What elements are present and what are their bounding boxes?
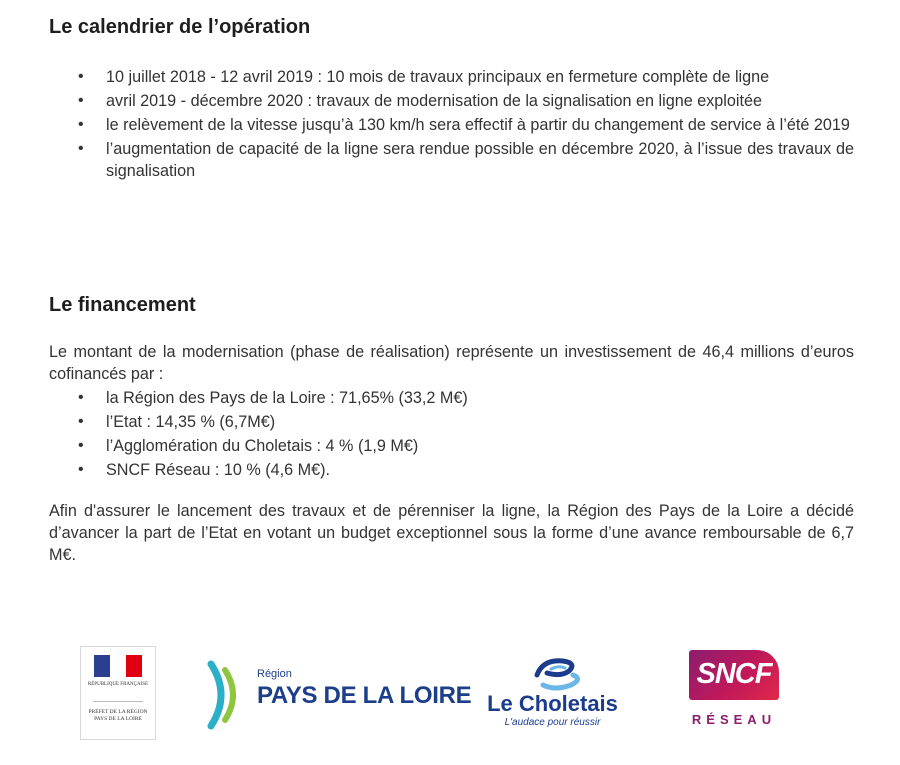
divider <box>93 701 143 702</box>
list-item: • avril 2019 - décembre 2020 : travaux de modernisation de la signalisation en ligne exploitée <box>76 90 854 112</box>
french-flag-icon <box>94 655 142 677</box>
prefecture-bottom-text: PRÉFET DE LA RÉGION PAYS DE LA LOIRE <box>88 709 148 722</box>
sncf-reseau-logo <box>684 650 784 735</box>
choletais-tagline: L'audace pour réussir <box>504 717 601 728</box>
list-item: • l’Etat : 14,35 % (6,7M€) <box>76 411 676 433</box>
pdl-region-label: Région <box>257 668 292 680</box>
pdl-name: PAYS DE LA LOIRE <box>257 682 472 709</box>
list-item: • la Région des Pays de la Loire : 71,65% (33,2 M€) <box>76 387 676 409</box>
financing-intro: Le montant de la modernisation (phase de réalisation) représente un investissement de 46,4 millions d’euros cofinancés par : <box>49 343 854 383</box>
sncf-sub: RÉSEAU <box>691 712 777 727</box>
list-item: • 10 juillet 2018 - 12 avril 2019 : 10 mois de travaux principaux en fermeture complète de ligne <box>76 66 854 88</box>
calendar-list <box>76 66 854 184</box>
prefecture-top-text: RÉPUBLIQUE FRANÇAISE <box>87 682 149 687</box>
choletais-logo <box>485 655 620 735</box>
pdl-arcs-icon <box>205 660 255 730</box>
financing-title: Le financement <box>49 294 196 316</box>
list-item: • l’augmentation de capacité de la ligne sera rendue possible en décembre 2020, à l’issue des travaux de signalisation <box>76 138 854 182</box>
financing-outro: Afin d'assurer le lancement des travaux et de pérenniser la ligne, la Région des Pays de la Loire a décidé d’avancer la part de l’Etat en votant un budget exceptionnel sous la forme d’une avance remboursable de 6,7 M€. <box>49 502 854 564</box>
list-item: • l’Agglomération du Choletais : 4 % (1,9 M€) <box>76 435 676 457</box>
choletais-name: Le Choletais <box>487 691 618 716</box>
calendar-title: Le calendrier de l’opération <box>49 16 311 38</box>
pays-de-la-loire-logo <box>205 660 472 730</box>
prefecture-logo <box>80 646 156 740</box>
choletais-swirl-icon <box>485 655 620 693</box>
sncf-name: SNCF <box>696 658 772 690</box>
list-item: • SNCF Réseau : 10 % (4,6 M€). <box>76 459 676 481</box>
list-item: • le relèvement de la vitesse jusqu’à 130 km/h sera effectif à partir du changement de service à l’été 2019 <box>76 114 854 136</box>
financing-list <box>76 387 676 483</box>
